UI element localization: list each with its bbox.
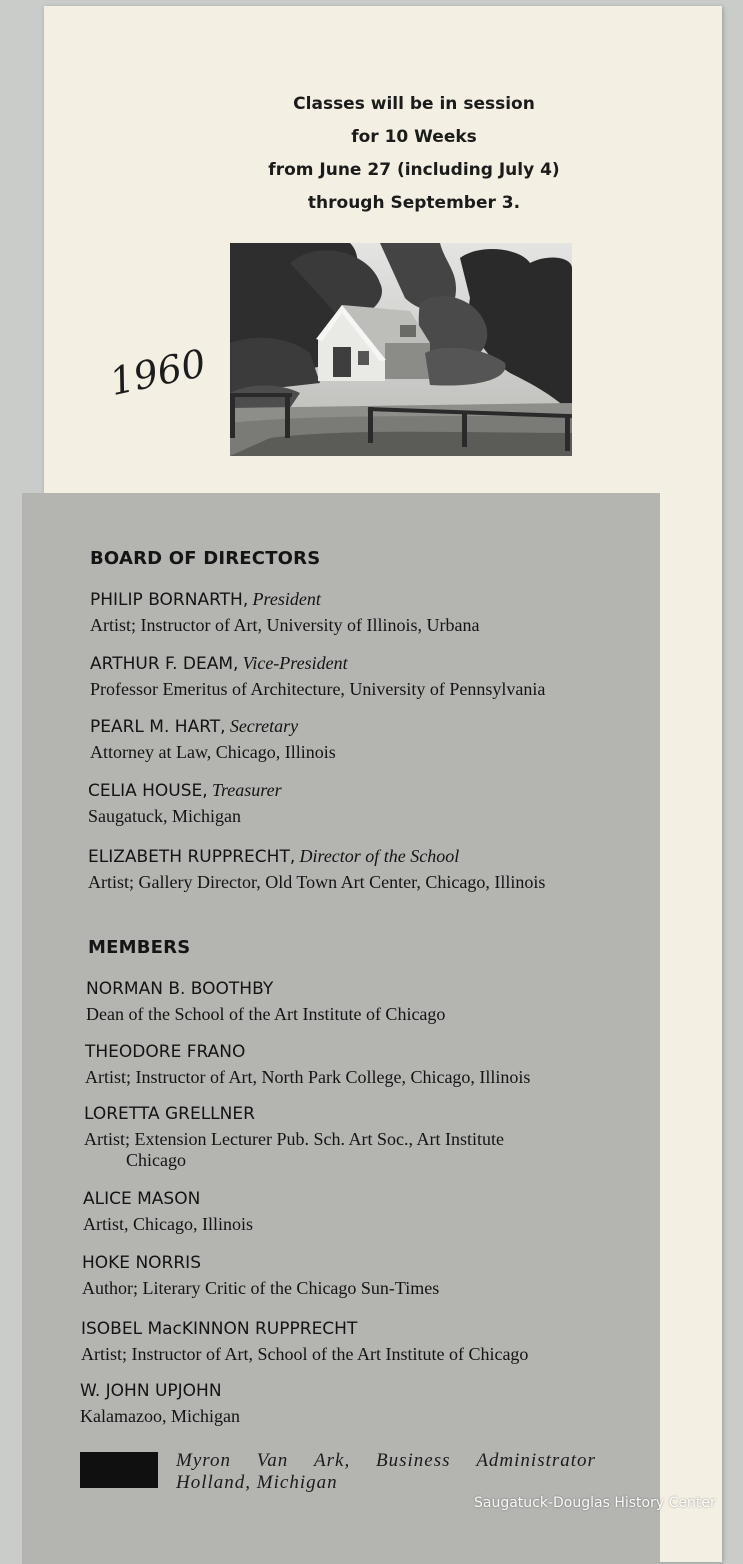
business-administrator xyxy=(176,1450,596,1494)
admin-word: Administrator xyxy=(476,1450,596,1471)
member-description: Kalamazoo, Michigan xyxy=(80,1406,240,1426)
member-name: THEODORE FRANO xyxy=(85,1042,246,1062)
admin-word: Myron xyxy=(176,1450,231,1471)
admin-word: Business xyxy=(376,1450,451,1471)
board-member xyxy=(88,845,545,893)
member-name: PHILIP BORNARTH, xyxy=(90,590,249,610)
member-description: Artist; Instructor of Art, School of the Art Institute of Chicago xyxy=(81,1344,529,1364)
member-role: Vice-President xyxy=(242,653,348,673)
member xyxy=(85,1041,530,1088)
member-description: Artist; Gallery Director, Old Town Art Center, Chicago, Illinois xyxy=(88,872,546,892)
announcement-line: from June 27 (including July 4) xyxy=(268,160,560,180)
admin-word: Ark, xyxy=(314,1450,351,1471)
admin-word: Van xyxy=(256,1450,289,1471)
member-description: Attorney at Law, Chicago, Illinois xyxy=(90,742,336,762)
admin-location: Holland, Michigan xyxy=(176,1472,338,1493)
member-description: Artist, Chicago, Illinois xyxy=(83,1214,253,1234)
archive-watermark: Saugatuck-Douglas History Center xyxy=(474,1495,716,1511)
board-heading: BOARD OF DIRECTORS xyxy=(90,548,321,569)
members-heading: MEMBERS xyxy=(88,937,191,958)
member-description-continued: Chicago xyxy=(126,1150,186,1170)
session-announcement xyxy=(232,88,596,220)
member-name: CELIA HOUSE, xyxy=(88,781,208,801)
member-role: Treasurer xyxy=(211,780,282,800)
member-name: HOKE NORRIS xyxy=(82,1253,201,1273)
announcement-line: through September 3. xyxy=(307,193,521,213)
handwritten-year: 1960 xyxy=(105,340,210,404)
member-name: ARTHUR F. DEAM, xyxy=(90,654,239,674)
member-description: Artist; Instructor of Art, North Park College, Chicago, Illinois xyxy=(85,1067,531,1087)
schoolhouse-photo xyxy=(230,243,572,456)
member-name: PEARL M. HART, xyxy=(90,717,226,737)
member-name: ISOBEL MacKINNON RUPPRECHT xyxy=(81,1319,358,1339)
member-role: Secretary xyxy=(229,716,299,736)
member xyxy=(84,1103,504,1170)
member-description: Professor Emeritus of Architecture, University of Pennsylvania xyxy=(90,679,546,699)
member xyxy=(86,978,445,1025)
member-description: Author; Literary Critic of the Chicago Sun-Times xyxy=(82,1278,440,1298)
board-member xyxy=(90,715,336,763)
member xyxy=(82,1252,439,1299)
board-member xyxy=(90,588,479,636)
member xyxy=(80,1380,240,1427)
member-name: ALICE MASON xyxy=(83,1189,201,1209)
member-name: LORETTA GRELLNER xyxy=(84,1104,255,1124)
announcement-line: for 10 Weeks xyxy=(351,127,477,147)
member-name: W. JOHN UPJOHN xyxy=(80,1381,222,1401)
schoolhouse-photo-image xyxy=(230,243,572,456)
announcement-line: Classes will be in session xyxy=(293,94,535,114)
board-member xyxy=(88,779,282,827)
member xyxy=(81,1318,528,1365)
member xyxy=(83,1188,253,1235)
member-role: Director of the School xyxy=(299,846,460,866)
board-member xyxy=(90,652,545,700)
black-block-marker xyxy=(80,1452,158,1488)
member-role: President xyxy=(252,589,321,609)
member-description: Artist; Instructor of Art, University of Illinois, Urbana xyxy=(90,615,480,635)
member-description: Dean of the School of the Art Institute of Chicago xyxy=(86,1004,446,1024)
member-description: Saugatuck, Michigan xyxy=(88,806,241,826)
member-name: ELIZABETH RUPPRECHT, xyxy=(88,847,296,867)
member-name: NORMAN B. BOOTHBY xyxy=(86,979,274,999)
member-description: Artist; Extension Lecturer Pub. Sch. Art Soc., Art Institute xyxy=(84,1129,504,1149)
